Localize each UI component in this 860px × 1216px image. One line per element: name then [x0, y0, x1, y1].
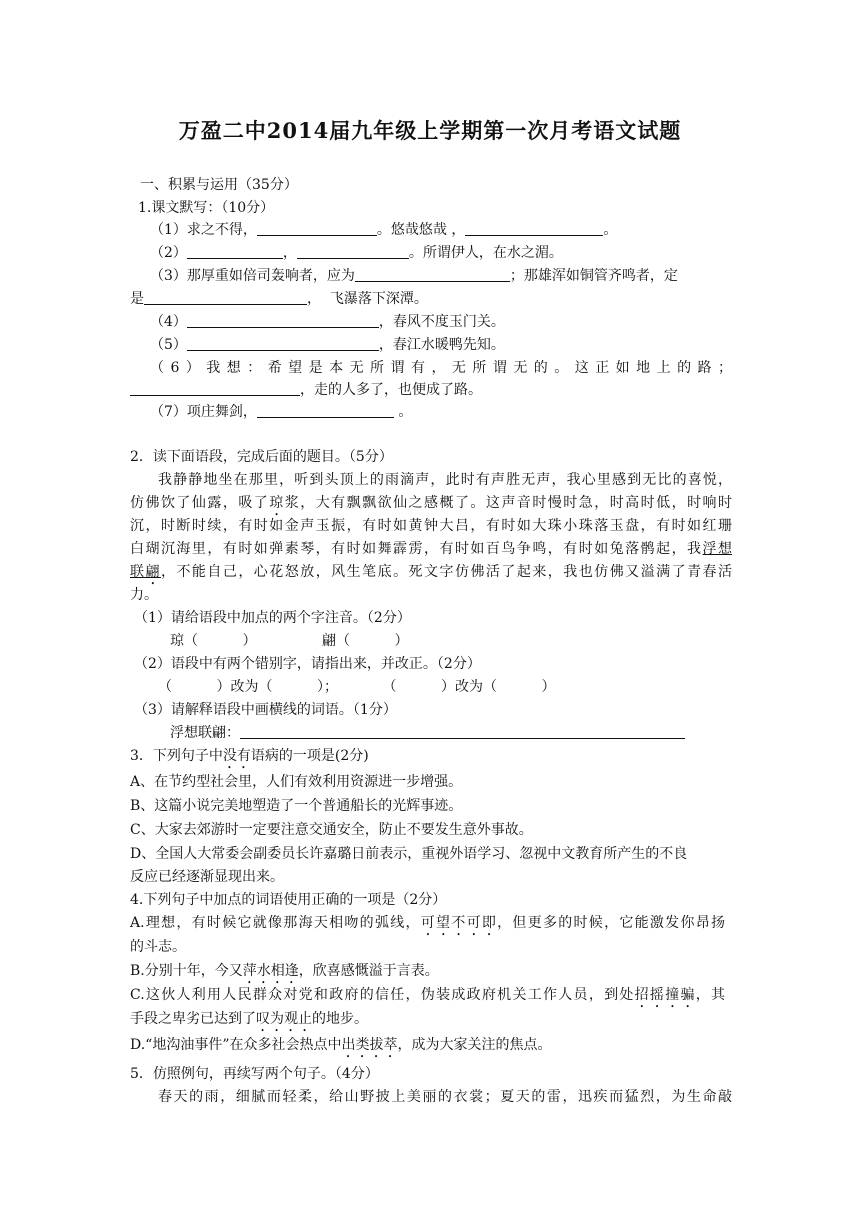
question-1-item-7: （7）项庄舞剑， 。 — [150, 404, 413, 420]
passage-line-6: 力。 — [130, 587, 158, 603]
option-4-b: B.分别十年，今又萍水相逢，欣喜感慨溢于言表。 — [130, 963, 439, 979]
option-3-d-cont: 反应已经逐渐显现出来。 — [130, 869, 284, 885]
example-sentence: 春天的雨，细腻而轻柔，给山野披上美丽的衣裳；夏天的雷，迅疾而猛烈，为生命敲 — [158, 1089, 732, 1105]
question-5-heading: 5．仿照例句，再续写两个句子。（4分） — [130, 1066, 379, 1082]
answer-blank[interactable] — [144, 290, 307, 305]
question-1-item-5: （5） ，春江水暖鸭先知。 — [150, 337, 505, 353]
option-4-a-cont: 的斗志。 — [130, 939, 186, 955]
option-4-d: D.“地沟油事件”在众多社会热点中出类拔萃，成为大家关注的焦点。 — [130, 1037, 552, 1053]
pinyin-answer-pian[interactable]: 翩（ ） — [322, 633, 409, 649]
option-3-a: A、在节约型社会里，人们有效利用资源进一步增强。 — [130, 774, 463, 790]
option-4-c-cont: 手段之卑劣已达到了叹为观止的地步。 — [130, 1011, 368, 1027]
exam-title: 万盈二中2014届九年级上学期第一次月考语文试题 — [178, 118, 682, 143]
answer-blank[interactable] — [240, 724, 685, 739]
answer-blank[interactable] — [257, 221, 377, 236]
answer-blank[interactable] — [130, 381, 300, 396]
option-4-c: C.这伙人利用人民群众对党和政府的信任，伪装成政府机关工作人员，到处招摇撞骗，其 — [130, 987, 726, 1003]
passage-line-4: 白瑚沉海里，有时如弹素琴，有时如舞霹雳，有时如百鸟争鸣，有时如兔落鹘起，我浮想 — [130, 541, 733, 557]
question-2-sub-1: （1）请给语段中加点的两个字注音。（2分） — [134, 610, 411, 626]
question-2-sub-2: （2）语段中有两个错别字，请指出来，并改正。（2分） — [134, 656, 481, 672]
answer-blank[interactable] — [187, 244, 283, 259]
passage-line-3: 沉，时断时续，有时如金声玉振，有时如黄钟大吕，有时如大珠小珠落玉盘，有时如红珊 — [130, 518, 732, 534]
answer-blank[interactable] — [355, 267, 510, 282]
question-1-item-3: （3）那厚重如倍司轰响者，应为 ；那雄浑如铜管齐鸣者，定 — [150, 268, 678, 284]
passage-line-1: 我静静地坐在那里，听到头顶上的雨滴声，此时有声胜无声，我心里感到无比的喜悦， — [158, 472, 732, 488]
question-1-item-6-cont: ，走的人多了，也便成了路。 — [130, 380, 482, 400]
question-2-sub-3: （3）请解释语段中画横线的词语。（1分） — [134, 702, 397, 718]
pinyin-answer-qiong[interactable]: 琼（ ） — [170, 633, 257, 649]
option-3-b: B、这篇小说完美地塑造了一个普通船长的光辉事迹。 — [130, 798, 463, 814]
section-heading-accumulation: 一、积累与运用（35分） — [140, 177, 298, 193]
question-4-heading: 4.下列句子中加点的词语使用正确的一项是（2分） — [130, 892, 447, 908]
question-1-item-3-cont: 是 ， 飞瀑落下深潭。 — [130, 291, 428, 307]
passage-line-5: 联翩，不能自己，心花怒放，风生笔底。死文字仿佛活了起来，我也仿佛又溢满了青春活 — [130, 564, 733, 580]
question-3-heading: 3．下列句子中没有语病的一项是(2分) — [130, 748, 369, 764]
answer-blank[interactable] — [257, 403, 394, 418]
question-1-item-6: （6）我想：希望是本无所谓有，无所谓无的。这正如地上的路； — [150, 360, 732, 376]
answer-blank[interactable] — [187, 336, 379, 351]
question-2-heading: 2．读下面语段，完成后面的题目。（5分） — [130, 449, 393, 465]
option-4-a: A.理想，有时候它就像那海天相吻的弧线，可望不可即，但更多的时候，它能激发你昂扬 — [130, 915, 726, 931]
answer-blank[interactable] — [187, 313, 379, 328]
passage-line-2: 仿佛饮了仙露，吸了琼浆，大有飘飘欲仙之感概了。这声音时慢时急，时高时低，时响时 — [130, 495, 733, 511]
question-1-item-1: （1）求之不得， 。悠哉悠哉 ， 。 — [150, 222, 618, 238]
answer-blank[interactable] — [297, 244, 409, 259]
question-1-item-2: （2） ， 。所谓伊人，在水之湄。 — [150, 245, 563, 261]
definition-answer-row: 浮想联翩： — [170, 723, 685, 743]
option-3-c: C、大家去郊游时一定要注意交通安全，防止不要发生意外事故。 — [130, 822, 533, 838]
question-1-item-4: （4） ，春风不度玉门关。 — [150, 314, 505, 330]
answer-blank[interactable] — [465, 221, 603, 236]
option-3-d: D、全国人大常委会副委员长许嘉璐日前表示，重视外语学习、忽视中文教育所产生的不良 — [130, 846, 688, 862]
typo-correction-answer[interactable]: （ ）改为（ ）； （ ）改为（ ） — [158, 679, 556, 695]
question-1-heading: 1.课文默写：（10分） — [138, 200, 275, 216]
